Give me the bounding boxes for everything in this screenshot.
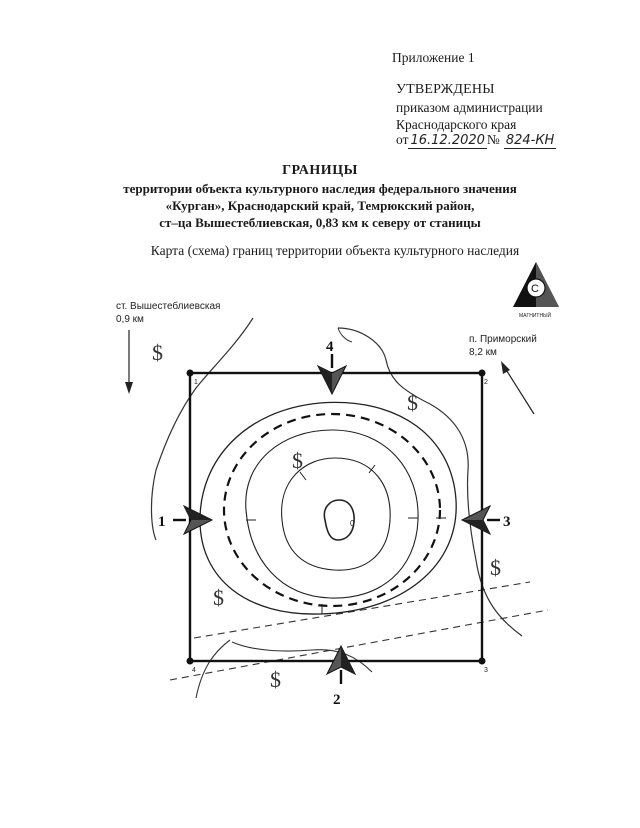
road-line-lower	[170, 610, 548, 680]
order-no-sign: №	[486, 132, 500, 147]
summit-mark: 0	[350, 519, 355, 528]
approved-line-1: приказом администрации	[396, 100, 543, 115]
corner-label-4: 4	[192, 667, 196, 674]
subtitle-line-1: территории объекта культурного наследия федерального значения	[123, 181, 517, 196]
approved-line-2: Краснодарского края	[396, 117, 517, 132]
direction-left-distance: 0,9 км	[116, 314, 144, 325]
viewpoint-label-2: 2	[333, 692, 341, 708]
direction-right-arrow	[501, 361, 534, 414]
north-sign-letter: С	[531, 283, 539, 295]
direction-right-name: п. Приморский	[469, 334, 537, 345]
corner-point-1	[187, 370, 194, 377]
direction-left-arrow	[125, 330, 133, 394]
terrain-line-bottom-left	[196, 640, 230, 698]
viewpoint-label-3: 3	[503, 514, 511, 530]
contour-ring-2	[282, 458, 391, 570]
corner-point-2	[479, 370, 486, 377]
viewpoint-arrow-1	[173, 506, 212, 534]
corner-point-4	[187, 658, 194, 665]
corner-point-3	[479, 658, 486, 665]
viewpoint-label-1: 1	[158, 514, 166, 530]
tree-symbol: $	[490, 555, 501, 580]
contour-ring-1	[246, 430, 418, 598]
tree-symbol: $	[213, 585, 224, 610]
appendix-label: Приложение 1	[392, 50, 475, 65]
approved-title: УТВЕРЖДЕНЫ	[396, 82, 495, 97]
tree-symbol: $	[292, 448, 303, 473]
viewpoint-arrow-2	[327, 646, 355, 684]
subtitle-line-3: ст–ца Вышестеблиевская, 0,83 км к северу от станицы	[159, 215, 481, 230]
order-prefix: от	[396, 132, 409, 147]
terrain-line-right	[338, 328, 522, 636]
tree-symbol: $	[407, 390, 418, 415]
territory-boundary	[190, 373, 482, 661]
object-protection-zone	[224, 414, 440, 606]
terrain-line-left	[151, 318, 253, 540]
slope-tick	[300, 472, 306, 480]
order-number: 824-КН	[505, 133, 555, 148]
subtitle-line-2: «Курган», Краснодарский край, Темрюкский район,	[165, 198, 475, 213]
north-sign-label: МАГНИТНЫЙ	[519, 313, 552, 319]
corner-label-1: 1	[194, 379, 198, 386]
map-caption: Карта (схема) границ территории объекта культурного наследия	[150, 243, 520, 258]
terrain-line-top	[338, 328, 352, 342]
order-date: 16.12.2020	[410, 133, 485, 148]
tree-symbol: $	[152, 340, 163, 365]
viewpoint-arrow-3	[462, 506, 500, 534]
viewpoint-label-4: 4	[326, 339, 334, 355]
document-title: ГРАНИЦЫ	[282, 163, 358, 178]
viewpoint-arrow-4	[318, 354, 346, 394]
tree-symbol: $	[270, 667, 281, 692]
road-line-upper	[194, 582, 530, 638]
corner-label-2: 2	[484, 379, 488, 386]
direction-right-distance: 8,2 км	[469, 347, 497, 358]
corner-label-3: 3	[484, 667, 488, 674]
direction-left-name: ст. Вышестеблиевская	[116, 301, 221, 312]
